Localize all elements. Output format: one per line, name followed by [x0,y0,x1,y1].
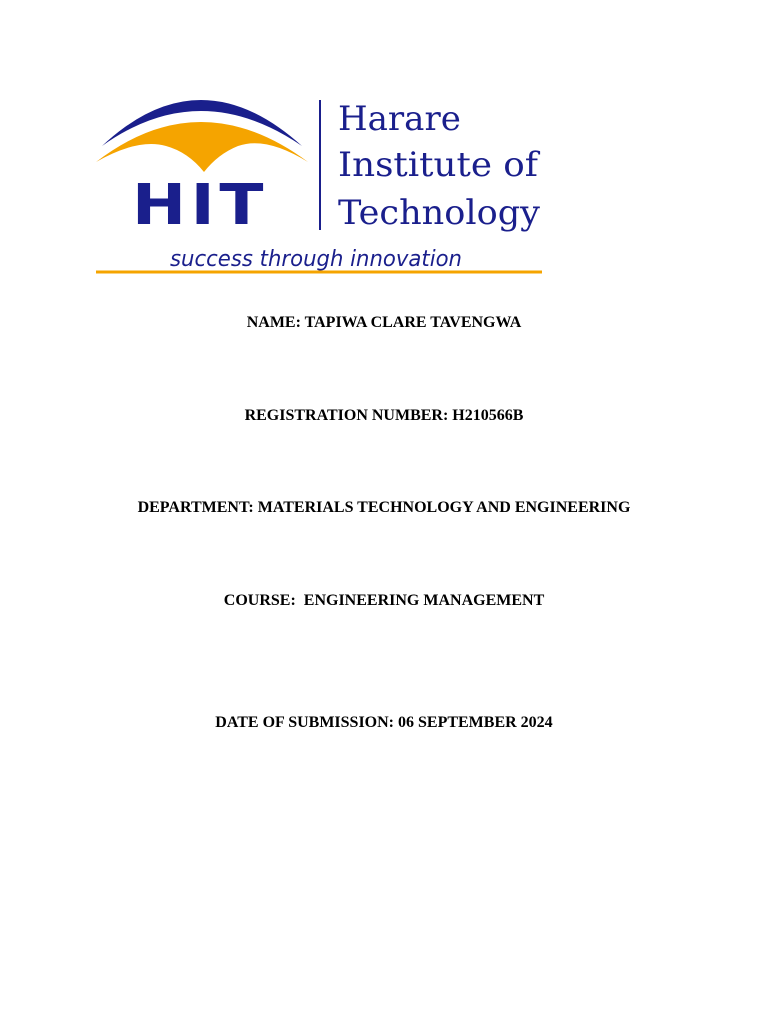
institution-line-3: Technology [338,193,541,233]
course: COURSE: ENGINEERING MANAGEMENT [223,592,545,609]
hit-logo [90,84,550,280]
hit-logo-graphic [90,84,550,280]
registration-number: REGISTRATION NUMBER: H210566B [244,407,524,424]
submission-date: DATE OF SUBMISSION: 06 SEPTEMBER 2024 [215,714,553,731]
institution-line-2: Institute of [338,145,541,185]
department: DEPARTMENT: MATERIALS TECHNOLOGY AND ENGINEERING [137,499,631,516]
dome-emblem-icon [96,100,308,172]
logo-tagline: success through innovation [170,247,462,272]
logo-acronym: HIT [132,173,268,238]
student-name: NAME: TAPIWA CLARE TAVENGWA [246,314,522,331]
institution-line-1: Harare [338,99,461,139]
